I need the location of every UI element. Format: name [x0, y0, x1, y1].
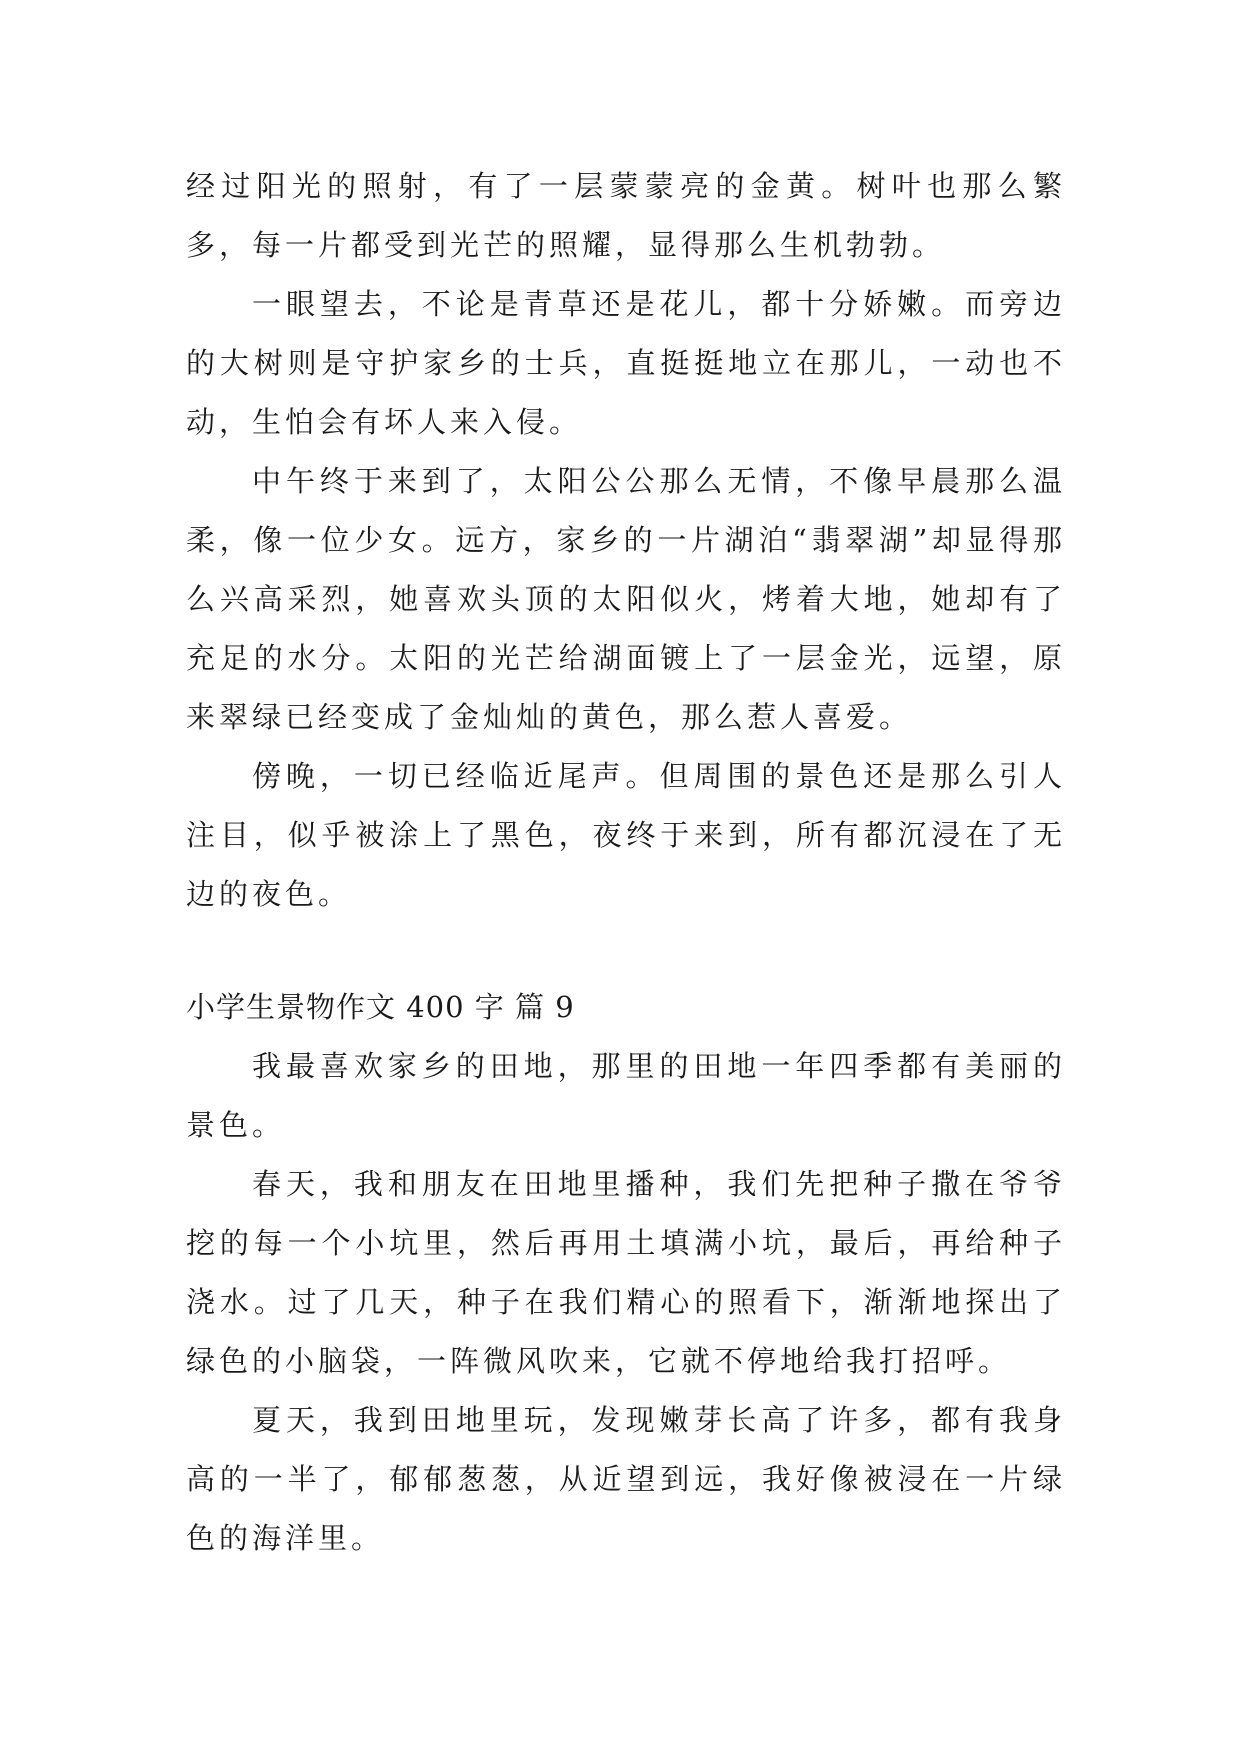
paragraph: 我最喜欢家乡的田地，那里的田地一年四季都有美丽的景色。	[186, 1049, 1066, 1142]
paragraph: 傍晚，一切已经临近尾声。但周围的景色还是那么引人注目，似乎被涂上了黑色，夜终于来到，所有都沉浸在了无边的夜色。	[186, 759, 1066, 911]
document-body	[186, 157, 1066, 1568]
paragraph: 中午终于来到了，太阳公公那么无情，不像早晨那么温柔，像一位少女。远方，家乡的一片湖泊“翡翠湖”却显得那么兴高采烈，她喜欢头顶的太阳似火，烤着大地，她却有了充足的水分。太阳的光芒给湖面镀上了一层金光，远望，原来翠绿已经变成了金灿灿的黄色，那么惹人喜爱。	[186, 464, 1066, 734]
paragraph: 夏天，我到田地里玩，发现嫩芽长高了许多，都有我身高的一半了，郁郁葱葱，从近望到远，我好像被浸在一片绿色的海洋里。	[186, 1403, 1066, 1555]
paragraph: 春天，我和朋友在田地里播种，我们先把种子撒在爷爷挖的每一个小坑里，然后再用土填满小坑，最后，再给种子浇水。过了几天，种子在我们精心的照看下，渐渐地探出了绿色的小脑袋，一阵微风吹来，它就不停地给我打招呼。	[186, 1167, 1066, 1378]
section-heading: 小学生景物作文 400 字 篇 9	[186, 990, 575, 1024]
paragraph: 一眼望去，不论是青草还是花儿，都十分娇嫩。而旁边的大树则是守护家乡的士兵，直挺挺地立在那儿，一动也不动，生怕会有坏人来入侵。	[186, 287, 1066, 439]
paragraph: 经过阳光的照射，有了一层蒙蒙亮的金黄。树叶也那么繁多，每一片都受到光芒的照耀，显得那么生机勃勃。	[186, 169, 1066, 262]
